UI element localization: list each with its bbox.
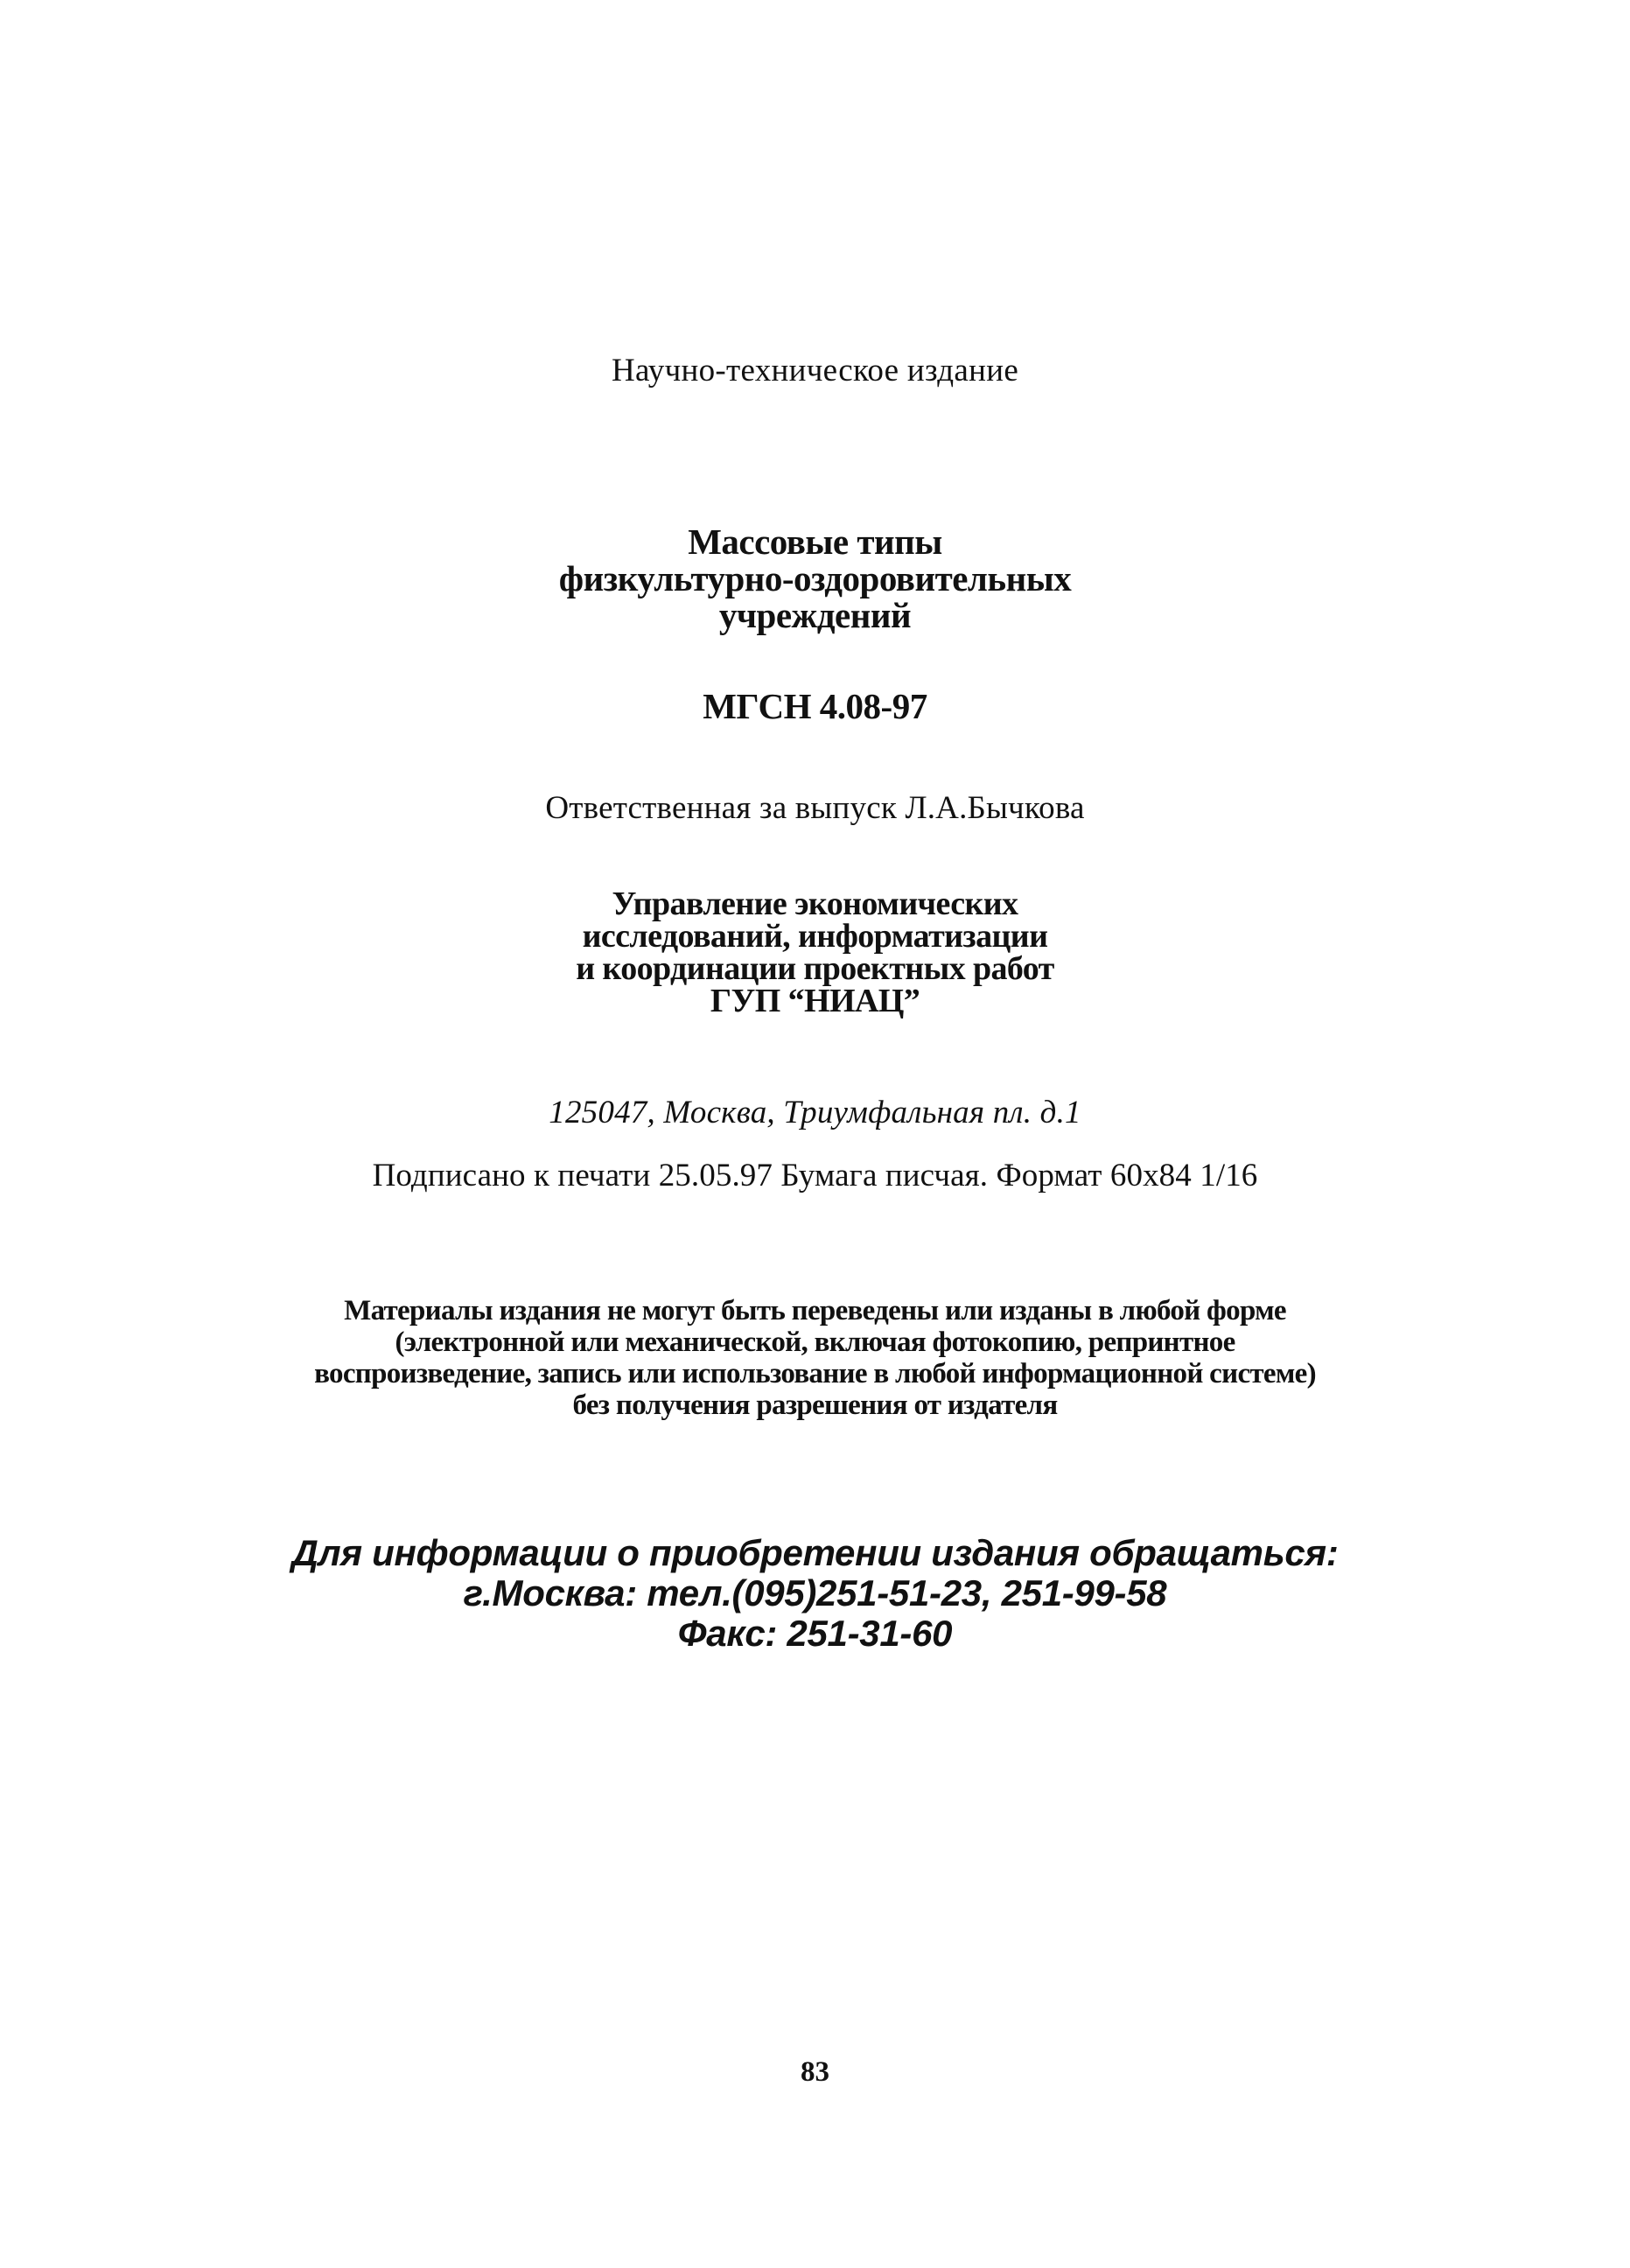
publisher-address-text: 125047, Москва, Триумфальная пл. д.1 xyxy=(549,1095,1081,1130)
document-code-text: МГСН 4.08-97 xyxy=(703,686,927,726)
document-code xyxy=(0,685,1630,727)
publisher-organization xyxy=(0,888,1630,1018)
responsible-person xyxy=(0,789,1630,827)
publisher-address xyxy=(0,1094,1630,1131)
publication-type-text: Научно-техническое издание xyxy=(611,353,1019,388)
notice-line: Материалы издания не могут быть переведены или изданы в любой форме xyxy=(344,1295,1286,1326)
organization-line: исследований, информатизации xyxy=(582,918,1048,955)
publication-type xyxy=(0,352,1630,389)
contact-line: Для информации о приобретении издания обращаться: xyxy=(291,1532,1339,1573)
page-number xyxy=(0,2056,1630,2089)
print-info xyxy=(0,1157,1630,1194)
organization-line: Управление экономических xyxy=(612,886,1018,922)
contact-info xyxy=(0,1533,1630,1654)
document-title xyxy=(0,523,1630,634)
notice-line: (электронной или механической, включая фотокопию, репринтное xyxy=(395,1326,1235,1358)
organization-line: ГУП “НИАЦ” xyxy=(710,983,920,1019)
title-line: учреждений xyxy=(718,595,912,635)
organization-line: и координации проектных работ xyxy=(576,950,1054,987)
copyright-notice xyxy=(0,1295,1630,1421)
contact-line: г.Москва: тел.(095)251-51-23, 251-99-58 xyxy=(463,1572,1167,1614)
responsible-person-text: Ответственная за выпуск Л.А.Бычкова xyxy=(545,790,1085,826)
print-info-text: Подписано к печати 25.05.97 Бумага писчая. Формат 60x84 1/16 xyxy=(372,1158,1258,1194)
notice-line: без получения разрешения от издателя xyxy=(572,1390,1058,1421)
page-number-text: 83 xyxy=(801,2056,829,2088)
title-line: физкультурно-оздоровительных xyxy=(558,558,1072,598)
contact-line: Факс: 251-31-60 xyxy=(677,1613,953,1654)
title-line: Массовые типы xyxy=(688,522,942,562)
notice-line: воспроизведение, запись или использование в любой информационной системе) xyxy=(314,1358,1316,1390)
